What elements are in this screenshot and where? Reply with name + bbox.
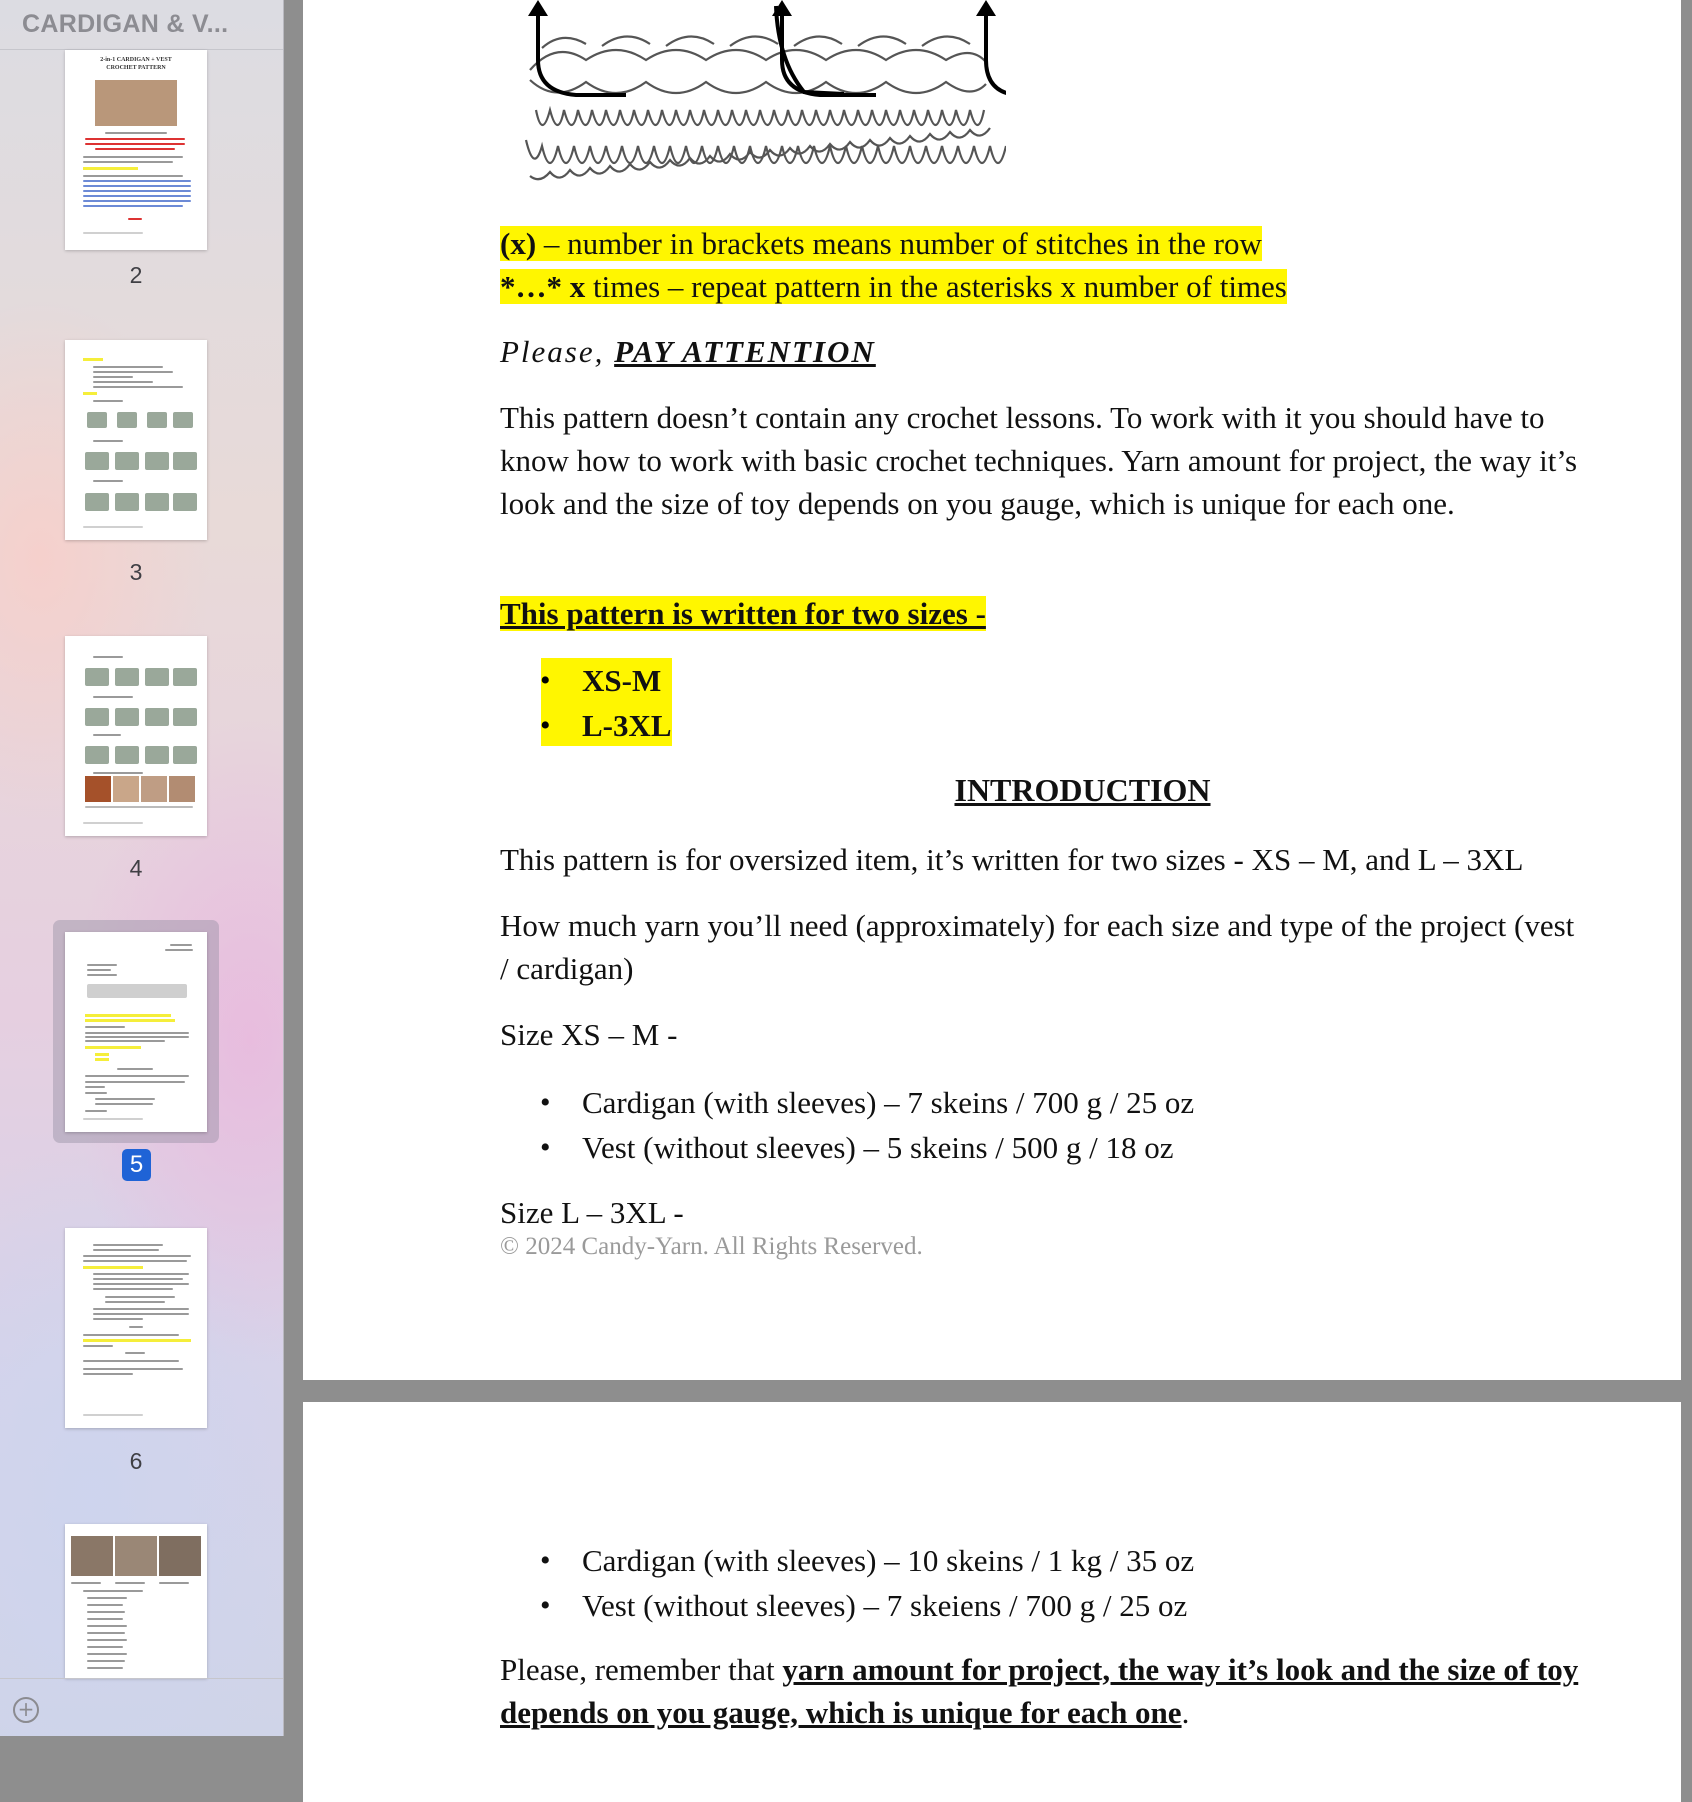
thumb-figure [87,412,107,428]
thumb-line [105,132,167,134]
attention-line [500,330,876,373]
thumb-figure [145,708,169,726]
thumb-line [93,696,133,698]
thumb-line [165,949,193,951]
thumb-title-line1: 2-in-1 CARDIGAN + VEST [100,57,172,63]
thumb-line [125,1352,145,1354]
thumb-line [83,185,191,187]
thumb-line [105,1301,165,1303]
intro-paragraph: This pattern doesn’t contain any crochet lessons. To work with it you should have to know how to work with basic crochet techniques. Yarn amount for project, the way it’s look and the size of toy depends on you gauge, which is unique for each one. [500,400,1578,521]
thumb-line [83,1373,133,1375]
thumb-highlight [85,1046,141,1049]
thumb-line [93,1288,173,1290]
legend-brackets-text: – number in brackets means number of stitches in the row [536,226,1262,261]
oversized-line: This pattern is for oversized item, it’s written for two sizes - XS – M, and L – 3XL [500,842,1524,877]
thumb-line [87,1653,127,1655]
thumb-line [93,1244,163,1246]
thumb-line [83,822,143,824]
thumb-line [87,1646,123,1648]
thumb-figure [173,708,197,726]
thumb-figure [173,412,193,428]
thumb-figure [85,708,109,726]
sidebar-bottom-divider [0,1678,283,1679]
thumb-line [83,1255,191,1257]
thumb-highlight [83,392,97,395]
thumb-line [83,232,143,234]
thumb-line [83,180,191,182]
thumb-line [159,1582,189,1584]
size-large-list [500,1538,1194,1628]
thumb-line [83,1590,143,1592]
thumb-figure [115,493,139,511]
thumb-figure [85,668,109,686]
thumb-line [87,1660,125,1662]
thumb-line [93,440,123,442]
thumb-figure [85,746,109,764]
page-number-2[interactable]: 2 [129,262,143,288]
legend-repeat-symbol: *…* x [500,269,586,304]
thumb-line [93,376,133,378]
thumb-figure [173,668,197,686]
thumb-line [95,1098,155,1100]
thumb-line [85,1075,189,1077]
size-item-label: XS-M [582,663,662,698]
thumb-figure [145,493,169,511]
thumb-figure [115,708,139,726]
thumb-photo [95,80,177,126]
thumb-line [93,480,123,482]
thumb-line [85,1026,125,1028]
thumb-figure [145,746,169,764]
thumb-line [87,1625,127,1627]
introduction-heading-line [303,772,1681,809]
thumb-photo [141,776,167,802]
sizes-heading-line [500,592,986,635]
thumb-line [83,195,191,197]
thumb-line [87,1611,125,1613]
page-thumbnail-4[interactable] [65,636,207,836]
legend-repeat [500,265,1287,308]
thumb-photo [85,776,111,802]
page-thumbnail-7[interactable] [65,1524,207,1678]
document-page-5 [303,0,1681,1380]
thumb-line [85,1110,107,1112]
thumb-photo [159,1536,201,1576]
thumb-figure [145,452,169,470]
size-small-list [500,1080,1194,1170]
thumb-figure [115,668,139,686]
thumb-line [93,386,183,388]
size-small-label: Size XS – M - [500,1017,678,1052]
reminder-prefix: Please, remember that [500,1652,783,1687]
thumb-highlight [95,1053,109,1056]
sizes-list [500,658,672,748]
thumb-line [93,1308,189,1310]
page-thumbnail-5[interactable] [65,932,207,1132]
thumb-line [87,974,117,976]
thumb-line [93,772,143,774]
sizes-heading: This pattern is written for two sizes - [500,596,986,631]
size-large-label: Size L – 3XL - [500,1195,684,1230]
thumb-line [87,1597,127,1599]
add-page-button[interactable]: + [13,1697,39,1723]
thumb-highlight [95,1058,109,1061]
yarn-item: • Vest (without sleeves) – 7 skeiens / 700 g / 25 oz [500,1583,1194,1628]
thumb-line [93,371,173,373]
thumb-line [85,1032,189,1034]
reminder-suffix: . [1181,1695,1190,1730]
thumb-line [87,1639,127,1641]
crochet-stitch-diagram [516,0,1006,190]
thumb-line [115,1582,145,1584]
thumb-line [87,969,111,971]
size-item [500,703,672,748]
document-page-6 [303,1402,1681,1802]
thumb-line [117,1068,153,1070]
page-footer: © 2024 Candy-Yarn. All Rights Reserved. [500,1233,923,1260]
thumb-line [85,1092,107,1094]
thumb-line [83,1260,187,1262]
thumb-line [95,1103,153,1105]
thumb-figure [87,984,187,998]
legend-brackets [500,222,1262,265]
reminder-paragraph [500,1648,1590,1734]
thumb-line [85,1040,165,1042]
page-number-6[interactable]: 6 [129,1448,143,1474]
thumb-line [128,218,142,220]
thumb-line [87,1604,123,1606]
thumb-line [83,175,183,177]
yarn-question: How much yarn you’ll need (approximately) for each size and type of the project (vest / cardigan) [500,908,1575,986]
legend-brackets-symbol: (x) [500,226,537,261]
yarn-item: • Vest (without sleeves) – 5 skeins / 500 g / 18 oz [500,1125,1194,1170]
thumb-figure [145,668,169,686]
thumb-line [87,1618,123,1620]
thumb-line [83,190,191,192]
thumb-photo [71,1536,113,1576]
introduction-heading: INTRODUCTION [954,772,1211,808]
thumb-line [87,1632,125,1634]
thumb-highlight [83,167,138,170]
thumb-line [85,1036,189,1038]
thumb-line [170,944,192,946]
attention-prefix: Please, [500,334,615,369]
thumb-photo [113,776,139,802]
thumb-line [83,1334,179,1336]
thumb-figure [85,493,109,511]
thumb-line [85,143,185,145]
thumb-line [83,1414,143,1416]
document-title: CARDIGAN & V... [22,10,229,38]
page-thumbnail-3[interactable] [65,340,207,540]
thumb-figure [85,452,109,470]
thumb-title-line2: CROCHET PATTERN [106,65,166,71]
thumb-line [93,734,121,736]
thumb-highlight [83,1339,191,1342]
thumb-highlight [85,1014,171,1017]
thumb-line [95,148,175,150]
thumb-line [83,1360,179,1362]
thumb-line [93,1318,143,1320]
thumb-highlight [83,1266,143,1269]
thumbnail-sidebar [0,0,284,1736]
thumb-line [85,1081,185,1083]
thumb-figure [117,412,137,428]
thumb-figure [115,452,139,470]
thumb-line [83,1345,113,1347]
thumb-line [105,1296,175,1298]
thumb-photo [169,776,195,802]
thumb-line [93,1278,183,1280]
thumb-highlight [83,358,103,361]
thumb-line [93,1283,189,1285]
thumb-figure [173,452,197,470]
thumb-line [83,205,183,207]
yarn-item: • Cardigan (with sleeves) – 10 skeins / 1 kg / 35 oz [500,1538,1194,1583]
page-thumbnail-6[interactable] [65,1228,207,1428]
thumb-line [85,138,185,140]
page-number-5-selected[interactable]: 5 [122,1149,151,1181]
thumb-photo [115,1536,157,1576]
thumb-line [93,1313,189,1315]
thumb-line [93,1273,189,1275]
page-number-4[interactable]: 4 [129,855,143,881]
thumb-line [83,161,173,163]
thumb-line [83,526,143,528]
thumb-line [87,1667,123,1669]
page-thumbnail-2[interactable] [65,50,207,250]
thumb-line [83,200,191,202]
reminder-bold: yarn amount for project, the way it’s look and the size of toy depends on you gauge, which is unique for each one [500,1652,1579,1730]
thumb-line [83,1368,183,1370]
thumb-line [93,381,153,383]
thumb-line [85,1086,105,1088]
thumb-figure [173,493,197,511]
thumb-line [129,1326,143,1328]
legend-repeat-text: times – repeat pattern in the asterisks x number of times [585,269,1287,304]
attention-label: PAY ATTENTION [614,334,876,369]
yarn-item: • Cardigan (with sleeves) – 7 skeins / 700 g / 25 oz [500,1080,1194,1125]
thumb-line [83,1118,143,1120]
page-number-3[interactable]: 3 [129,559,143,585]
size-item [500,658,672,703]
thumb-line [83,156,183,158]
thumb-line [93,1249,159,1251]
thumb-line [93,656,123,658]
thumb-line [71,1582,101,1584]
thumb-highlight [85,1019,175,1022]
thumb-figure [147,412,167,428]
thumb-line [93,400,123,402]
thumb-line [85,806,193,808]
thumb-figure [115,746,139,764]
thumb-line [93,366,163,368]
thumb-figure [173,746,197,764]
thumb-line [87,964,117,966]
size-item-label: L-3XL [582,708,672,743]
